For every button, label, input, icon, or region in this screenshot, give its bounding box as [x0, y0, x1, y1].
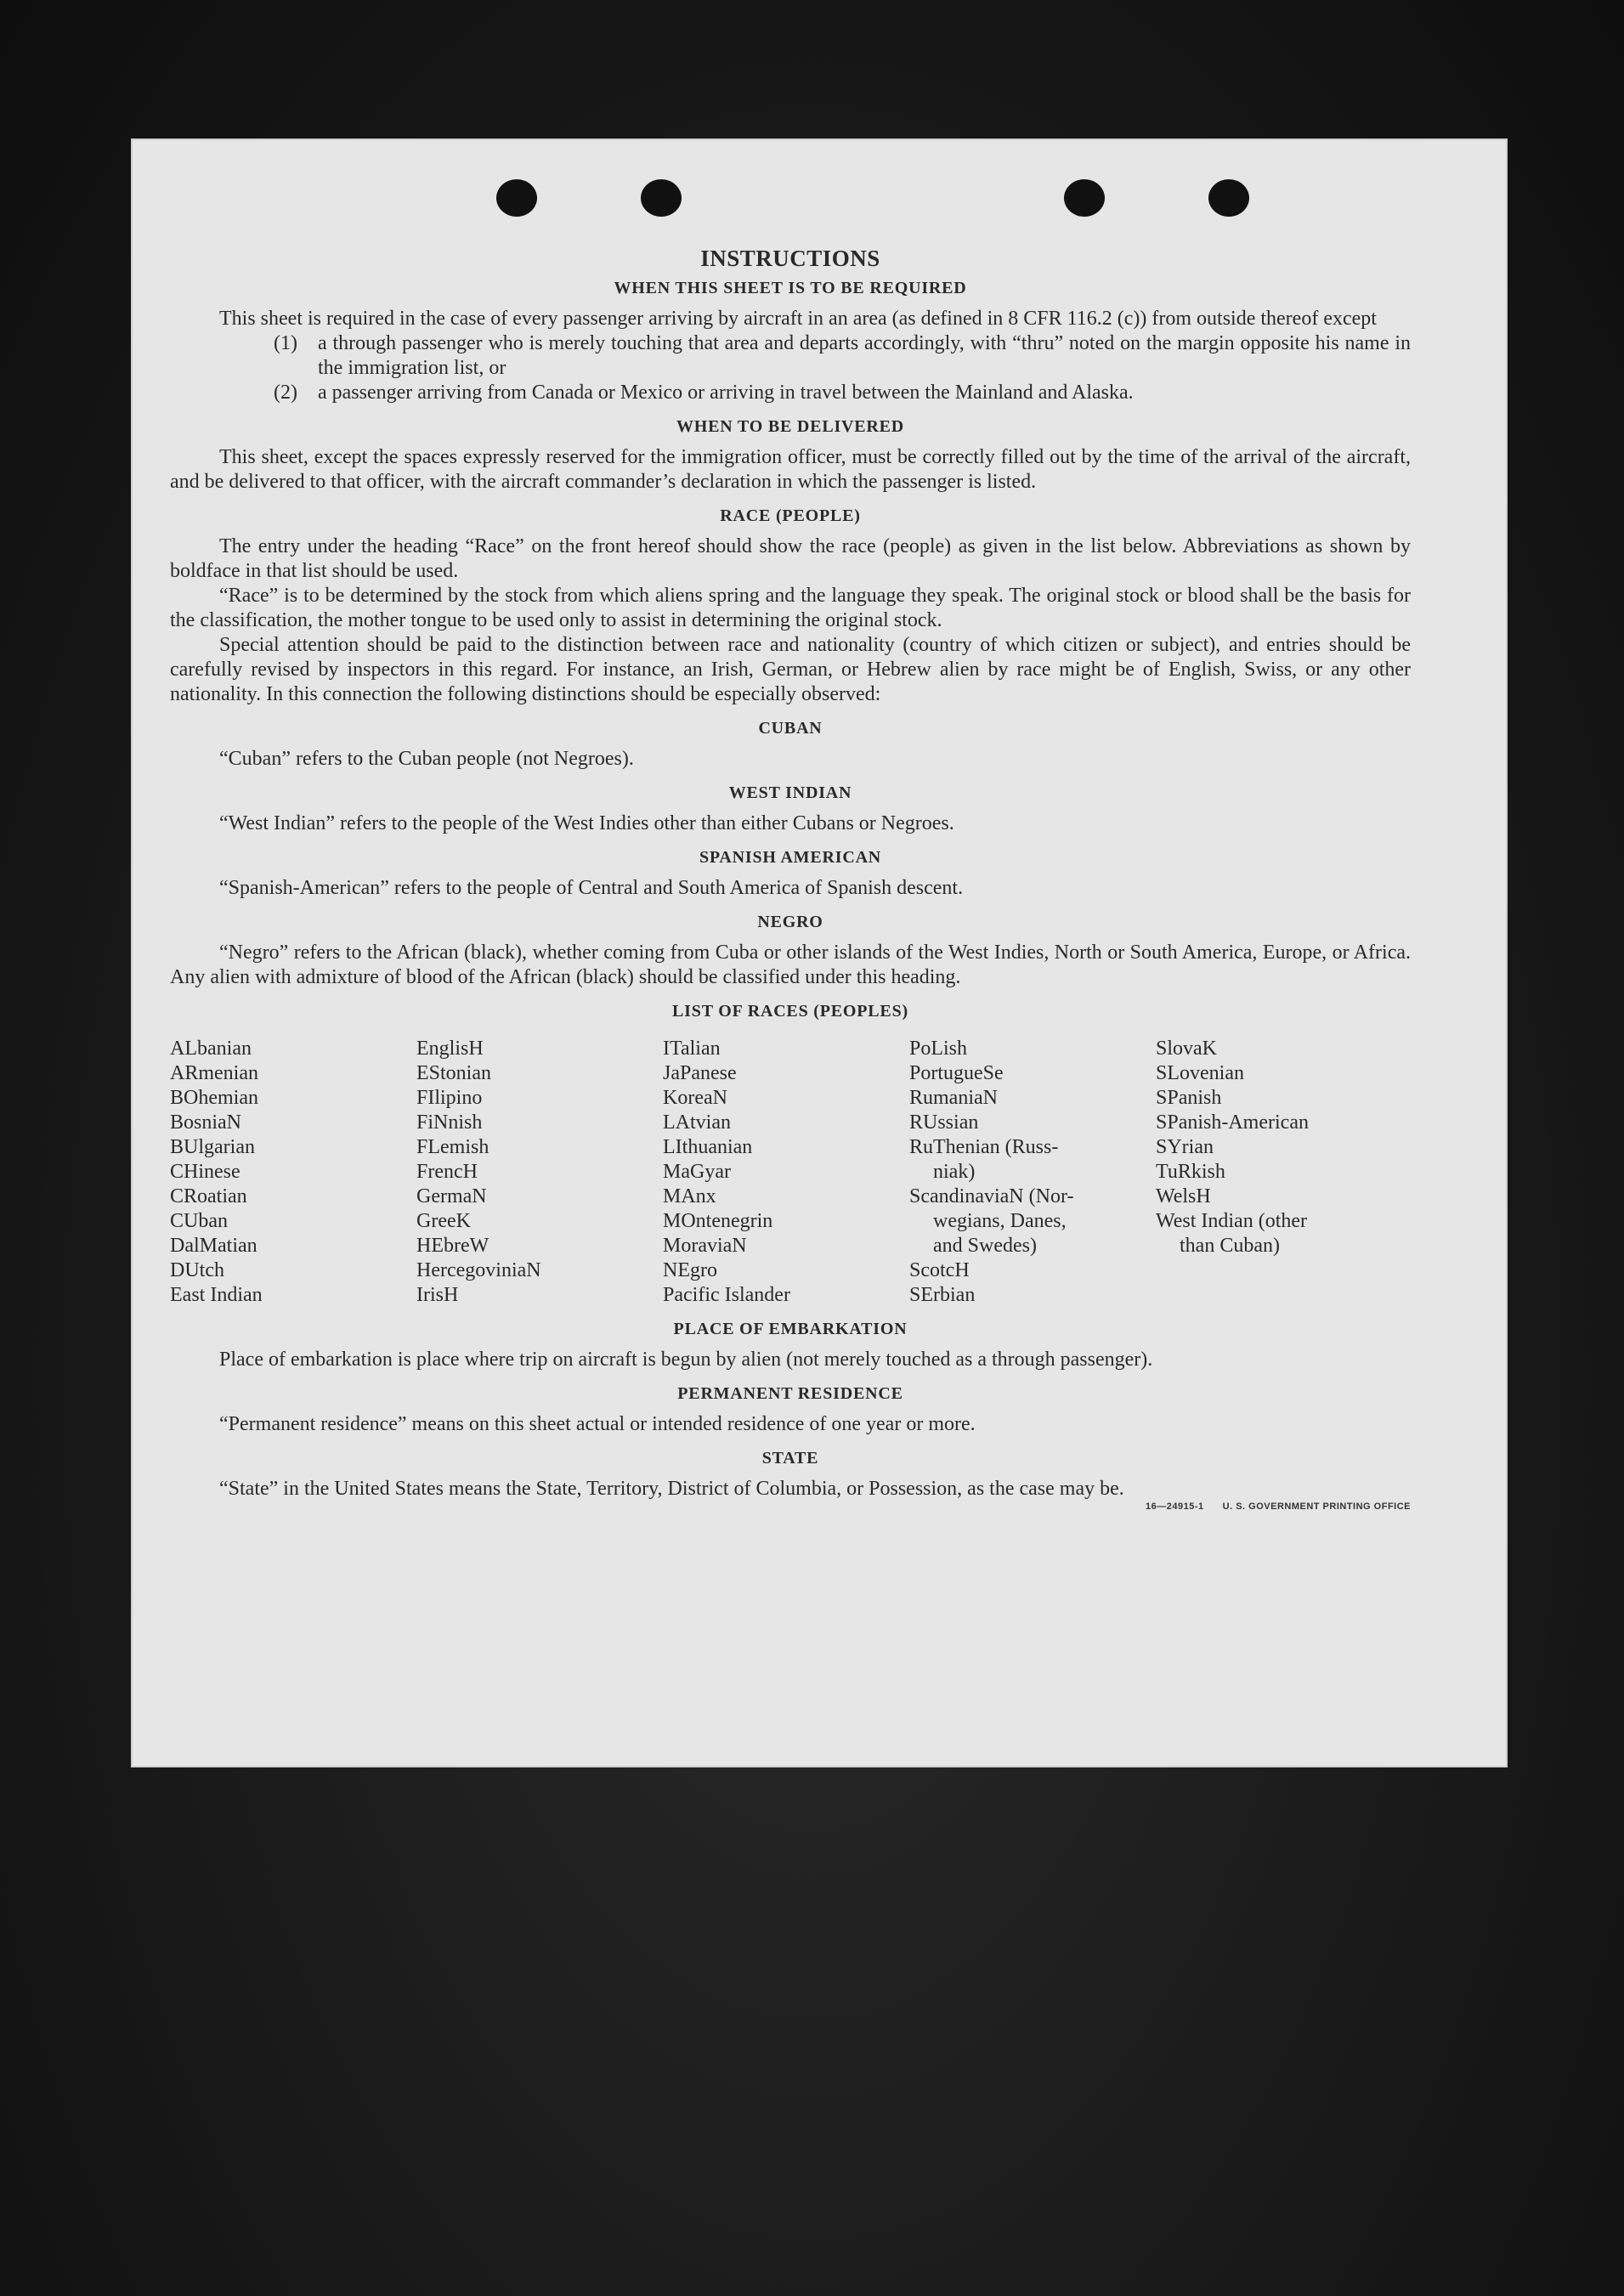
section-heading-embarkation: PLACE OF EMBARKATION [673, 1320, 908, 1338]
race-entry: HercegoviniaN [416, 1259, 541, 1281]
section-heading-residence: PERMANENT RESIDENCE [677, 1384, 903, 1403]
printer-name: U. S. GOVERNMENT PRINTING OFFICE [1222, 1501, 1411, 1512]
race-entry: FIlipino [416, 1087, 483, 1109]
punch-hole [1208, 179, 1249, 217]
race-entry: ARmenian [170, 1062, 258, 1084]
race-column [170, 1037, 416, 1308]
race-entry: GermaN [416, 1185, 487, 1207]
race-entry: than Cuban) [1180, 1235, 1280, 1257]
race-entry: ScotcH [909, 1259, 970, 1281]
sheet-content [170, 246, 1411, 1512]
race-entry: ScandinaviaN (Nor- [909, 1185, 1074, 1207]
race-entry: DUtch [170, 1259, 224, 1281]
race-entry: SPanish-American [1156, 1111, 1309, 1134]
race-entry: MaGyar [663, 1161, 731, 1183]
race-entry: EStonian [416, 1062, 491, 1084]
race-entry: DalMatian [170, 1235, 257, 1257]
race-entry: and Swedes) [933, 1235, 1037, 1257]
race-entry: SPanish [1156, 1087, 1222, 1109]
section-heading-races: LIST OF RACES (PEOPLES) [672, 1002, 908, 1021]
printer-imprint [1146, 1501, 1411, 1512]
delivered-text: This sheet, except the spaces expressly reserved for the immigration officer, must be correctly filled out by the time of the arrival of the aircraft, and be delivered to that officer, with the aircraft commander’s declaration in which the passenger is listed. [170, 446, 1411, 493]
state-text: “State” in the United States means the State, Territory, District of Columbia, or Possession, as the case may be. [219, 1478, 1124, 1500]
section-heading-state: STATE [761, 1449, 819, 1468]
race-entry: BOhemian [170, 1087, 258, 1109]
race-entry: EnglisH [416, 1038, 484, 1060]
race-entry: LIthuanian [663, 1136, 753, 1158]
race-column [1156, 1037, 1402, 1308]
embarkation-text: Place of embarkation is place where trip on aircraft is begun by alien (not merely touched as a through passenger). [219, 1349, 1153, 1371]
punch-hole [641, 179, 682, 217]
instruction-sheet [131, 139, 1508, 1767]
section-heading-negro: NEGRO [757, 913, 823, 931]
race-entry: West Indian (other [1156, 1210, 1308, 1232]
form-footer [170, 1501, 1411, 1512]
race-entry: BUlgarian [170, 1136, 255, 1158]
race-list [170, 1037, 1411, 1308]
race-entry: wegians, Danes, [933, 1210, 1067, 1232]
residence-text: “Permanent residence” means on this sheet actual or intended residence of one year or more. [219, 1413, 976, 1435]
section-heading-west-indian: WEST INDIAN [728, 783, 852, 802]
race-entry: MoraviaN [663, 1235, 747, 1257]
race-entry: PortugueSe [909, 1062, 1004, 1084]
race-entry: LAtvian [663, 1111, 731, 1134]
race-entry: JaPanese [663, 1062, 737, 1084]
race-paragraph: “Race” is to be determined by the stock from which aliens spring and the language they speak. The original stock or blood shall be the basis for the classification, the mother tongue to be used only to assist in determining the original stock. [170, 585, 1411, 631]
section-heading-race: RACE (PEOPLE) [720, 506, 861, 525]
race-column [416, 1037, 663, 1308]
section-heading-spanish-american: SPANISH AMERICAN [699, 848, 882, 867]
exception-item [274, 381, 1411, 405]
race-entry: HEbreW [416, 1235, 489, 1257]
exception-number: (1) [274, 332, 297, 354]
race-entry: NEgro [663, 1259, 717, 1281]
race-entry: SlovaK [1156, 1038, 1217, 1060]
race-entry: IrisH [416, 1284, 459, 1306]
race-column [663, 1037, 909, 1308]
exception-item [274, 331, 1411, 381]
exception-text: a passenger arriving from Canada or Mexico or arriving in travel between the Mainland and Alaska. [318, 382, 1134, 404]
section-heading-cuban: CUBAN [758, 719, 823, 738]
race-entry: FrencH [416, 1161, 478, 1183]
race-entry: FiNnish [416, 1111, 483, 1134]
race-entry: CHinese [170, 1161, 240, 1183]
race-paragraph: Special attention should be paid to the distinction between race and nationality (country of which citizen or subject), and entries should be carefully revised by inspectors in this regard. For instance, an Irish, German, or Hebrew alien by race might be of English, Swiss, or any other nationality. In this connection the following distinctions should be especially observed: [170, 634, 1411, 705]
section-heading-delivered: WHEN TO BE DELIVERED [676, 417, 905, 436]
race-column [909, 1037, 1156, 1308]
race-entry: SYrian [1156, 1136, 1214, 1158]
race-entry: FLemish [416, 1136, 489, 1158]
race-entry: ALbanian [170, 1038, 252, 1060]
race-paragraph: The entry under the heading “Race” on the front hereof should show the race (people) as given in the list below. Abbreviations as shown by boldface in that list should be used. [170, 535, 1411, 582]
west-indian-text: “West Indian” refers to the people of the West Indies other than either Cubans or Negroes. [219, 812, 954, 834]
race-entry: KoreaN [663, 1087, 727, 1109]
race-entry: GreeK [416, 1210, 471, 1232]
section-heading-required: WHEN THIS SHEET IS TO BE REQUIRED [614, 279, 967, 297]
race-entry: MAnx [663, 1185, 716, 1207]
race-entry: BosniaN [170, 1111, 241, 1134]
race-entry: niak) [933, 1161, 976, 1183]
form-number: 16—24915-1 [1146, 1501, 1204, 1512]
race-entry: Pacific Islander [663, 1284, 790, 1306]
race-entry: RuThenian (Russ- [909, 1136, 1059, 1158]
exception-text: a through passenger who is merely touching that area and departs accordingly, with “thru” noted on the margin opposite his name in the immigration list, or [318, 332, 1411, 379]
cuban-text: “Cuban” refers to the Cuban people (not Negroes). [219, 748, 634, 770]
race-entry: MOntenegrin [663, 1210, 773, 1232]
race-entry: WelsH [1156, 1185, 1211, 1207]
punch-hole [1064, 179, 1105, 217]
race-entry: TuRkish [1156, 1161, 1225, 1183]
race-entry: CRoatian [170, 1185, 247, 1207]
exception-number: (2) [274, 382, 297, 404]
race-entry: ITalian [663, 1038, 721, 1060]
spanish-american-text: “Spanish-American” refers to the people of Central and South America of Spanish descent. [219, 877, 964, 899]
required-intro: This sheet is required in the case of every passenger arriving by aircraft in an area (as defined in 8 CFR 116.2 (c)) from outside thereof except [219, 308, 1377, 330]
race-entry: PoLish [909, 1038, 968, 1060]
race-entry: SLovenian [1156, 1062, 1244, 1084]
negro-text: “Negro” refers to the African (black), whether coming from Cuba or other islands of the West Indies, North or South America, Europe, or Africa. Any alien with admixture of blood of the African (black) should be classified under this heading. [170, 942, 1411, 988]
race-entry: SErbian [909, 1284, 976, 1306]
race-entry: RUssian [909, 1111, 979, 1134]
punch-hole [496, 179, 537, 217]
race-entry: RumaniaN [909, 1087, 998, 1109]
race-entry: East Indian [170, 1284, 263, 1306]
page-title: INSTRUCTIONS [700, 246, 880, 271]
race-entry: CUban [170, 1210, 228, 1232]
